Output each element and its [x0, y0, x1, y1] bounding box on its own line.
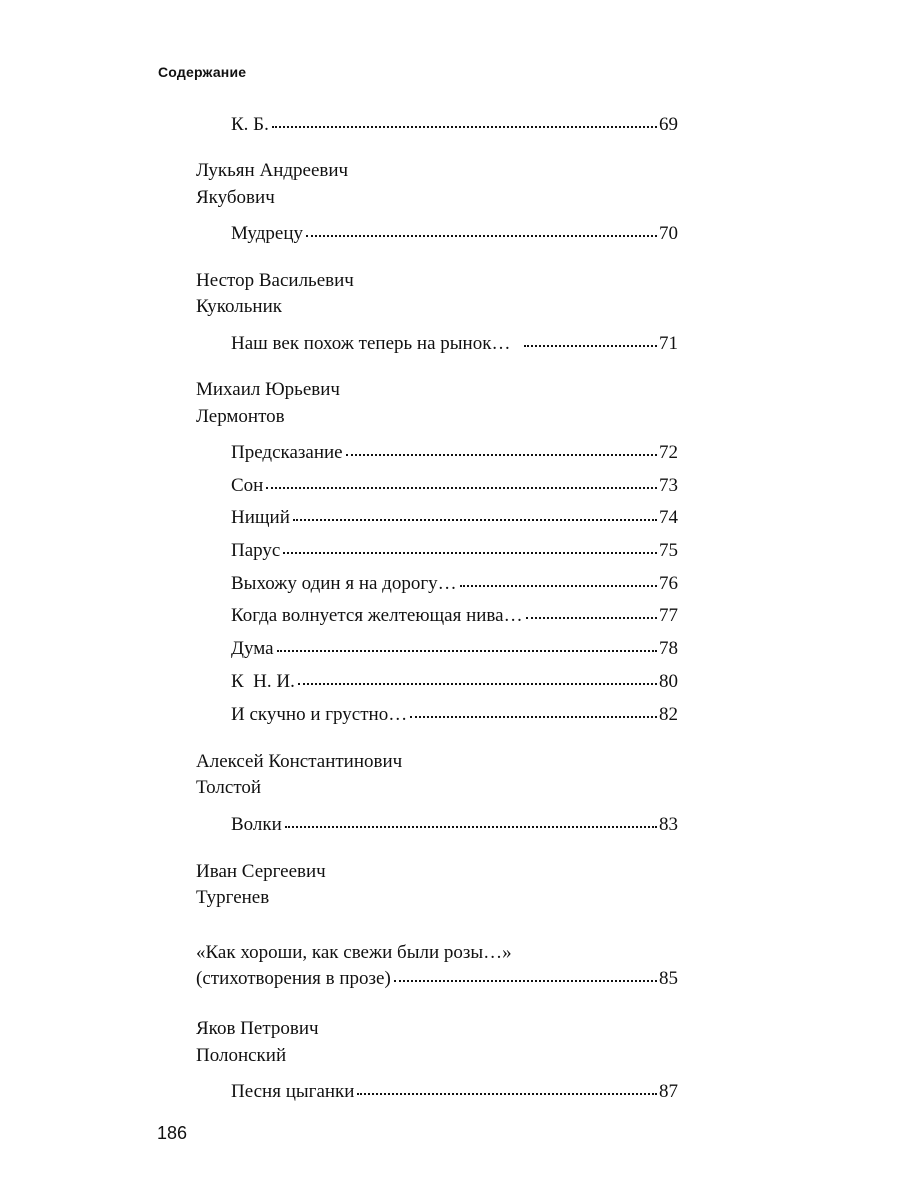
toc-entry[interactable]: [231, 815, 678, 835]
dot-leader: [410, 716, 657, 718]
toc-entry-title-line1: «Как хороши, как свежи были розы…»: [196, 942, 512, 963]
toc-entry[interactable]: [231, 672, 678, 692]
toc-entry-title: К. Б.: [231, 114, 269, 135]
dot-leader: [298, 683, 657, 685]
toc-entry-page: 76: [659, 573, 678, 594]
toc-entry-title: Когда волнуется желтеющая нива…: [231, 605, 523, 626]
toc-entry-page: 83: [659, 814, 678, 835]
toc-entry-page: 69: [659, 114, 678, 135]
author-first-name: Алексей Константинович: [196, 751, 403, 772]
author-first-name: Лукьян Андреевич: [196, 160, 349, 181]
toc-entry-page: 75: [659, 540, 678, 561]
dot-leader: [346, 454, 657, 456]
dot-leader: [285, 826, 657, 828]
toc-entry[interactable]: [231, 115, 678, 135]
section-title: Содержание: [158, 64, 247, 80]
toc-entry-page: 78: [659, 638, 678, 659]
toc-entry-page: 87: [659, 1081, 678, 1102]
toc-entry[interactable]: [231, 224, 678, 244]
toc-entry-page: 72: [659, 442, 678, 463]
toc-entry-page: 74: [659, 507, 678, 528]
toc-entry-page: 71: [659, 333, 678, 354]
toc-entry-title: Сон: [231, 475, 264, 496]
toc-entry-page: 70: [659, 223, 678, 244]
toc-entry-page: 82: [659, 704, 678, 725]
toc-entry-page: 73: [659, 475, 678, 496]
toc-entry-page: 77: [659, 605, 678, 626]
author-first-name: Иван Сергеевич: [196, 861, 326, 882]
toc-entry[interactable]: [231, 443, 678, 463]
toc-entry-title: Предсказание: [231, 442, 343, 463]
dot-leader: [526, 617, 657, 619]
page-number: 186: [157, 1123, 188, 1143]
toc-entry[interactable]: [231, 541, 678, 561]
author-last-name: Лермонтов: [196, 406, 285, 427]
author-first-name: Михаил Юрьевич: [196, 379, 340, 400]
dot-leader: [283, 552, 657, 554]
toc-entry-title: Нищий: [231, 507, 290, 528]
dot-leader: [306, 235, 657, 237]
dot-leader: [524, 345, 657, 347]
toc-entry-title: Парус: [231, 540, 281, 561]
toc-entry[interactable]: [196, 969, 678, 989]
author-last-name: Полонский: [196, 1045, 287, 1066]
dot-leader: [293, 519, 657, 521]
toc-entry[interactable]: [231, 606, 678, 626]
dot-leader: [272, 126, 657, 128]
author-last-name: Тургенев: [196, 887, 270, 908]
toc-entry[interactable]: [231, 574, 678, 594]
toc-entry-title: Дума: [231, 638, 274, 659]
toc-entry[interactable]: [231, 476, 678, 496]
author-last-name: Кукольник: [196, 296, 282, 317]
toc-entry[interactable]: [231, 508, 678, 528]
toc-entry-page: 80: [659, 671, 678, 692]
toc-entry-title: И скучно и грустно…: [231, 704, 408, 725]
toc-entry-title-line2: (стихотворения в прозе): [196, 968, 391, 989]
dot-leader: [266, 487, 657, 489]
toc-entry[interactable]: [231, 1082, 678, 1102]
dot-leader: [394, 980, 657, 982]
toc-entry-title: К Н. И.: [231, 671, 295, 692]
toc-entry[interactable]: [231, 705, 678, 725]
toc-entry-page: 85: [659, 968, 678, 989]
author-last-name: Толстой: [196, 777, 262, 798]
author-first-name: Яков Петрович: [196, 1018, 319, 1039]
author-last-name: Якубович: [196, 187, 275, 208]
dot-leader: [460, 585, 657, 587]
toc-entry-title: Наш век похож теперь на рынок…: [231, 333, 511, 354]
dot-leader: [277, 650, 657, 652]
toc-entry-title: Песня цыганки: [231, 1081, 355, 1102]
toc-entry-title: Волки: [231, 814, 282, 835]
toc-entry-title: Мудрецу: [231, 223, 303, 244]
toc-entry[interactable]: [231, 639, 678, 659]
dot-leader: [357, 1093, 657, 1095]
toc-entry[interactable]: [231, 334, 678, 354]
author-first-name: Нестор Васильевич: [196, 270, 354, 291]
toc-entry-title: Выхожу один я на дорогу…: [231, 573, 457, 594]
